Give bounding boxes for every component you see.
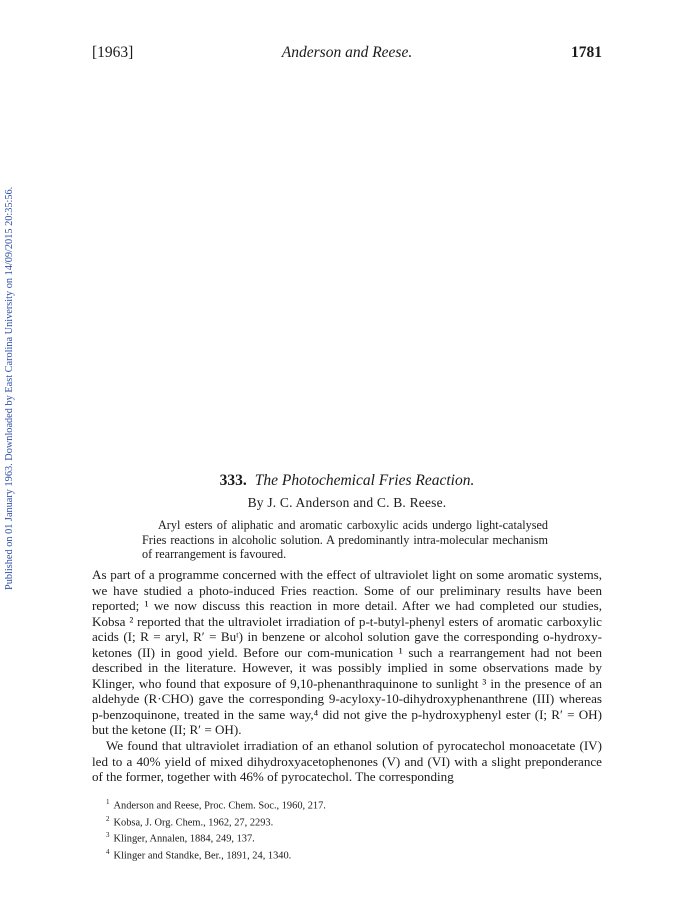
article-title-text: The Photochemical Fries Reaction. xyxy=(254,472,475,489)
footnote xyxy=(106,846,526,863)
download-watermark xyxy=(4,120,16,590)
header-authors: Anderson and Reese. xyxy=(281,44,413,61)
footnote xyxy=(106,796,526,813)
footnote-text: Anderson and Reese, Proc. Chem. Soc., 1960, 217. xyxy=(113,800,326,812)
footnote-mark: 2 xyxy=(106,814,110,823)
download-watermark-text: Published on 01 January 1963. Downloaded by East Carolina University on 14/09/2015 20:35:56. xyxy=(4,186,15,590)
footnote xyxy=(106,813,526,830)
body-paragraph-1: As part of a programme concerned with the effect of ultraviolet light on some aromatic systems, we have studied a photo-induced Fries reaction. Some of our preliminary results have been reported; ¹ we now discuss this reaction in more detail. After we had completed our studies, Kobsa ² reported that the ultraviolet irradiation of p-t-butyl-phenyl esters of aromatic carboxylic acids (I; R = aryl, R′ = Buᵗ) in benzene or alcohol solution gave the corresponding o-hydroxy-ketones (II) in good yield. Before our com-munication ¹ such a rearrangement had not been described in the literature. However, it was possibly implied in some observations made by Klinger, who found that exposure of 9,10-phenanthraquinone to sunlight ³ in the presence of an aldehyde (R·CHO) gave the corresponding 9-acyloxy-10-dihydroxyphenanthrene (III) whereas p-benzoquinone, treated in the same way,⁴ did not give the p-hydroxyphenyl ester (I; R′ = OH) but the ketone (II; R′ = OH). xyxy=(92,567,602,738)
footnotes xyxy=(106,796,526,863)
footnote-text: Klinger, Annalen, 1884, 249, 137. xyxy=(113,833,255,845)
footnote xyxy=(106,829,526,846)
page-number: 1781 xyxy=(571,44,602,61)
footnote-mark: 1 xyxy=(106,798,110,806)
article-number: 333. xyxy=(219,472,247,489)
footnote-mark: 4 xyxy=(106,848,110,857)
article-title xyxy=(92,472,602,490)
article-body xyxy=(92,567,602,785)
article-byline: By J. C. Anderson and C. B. Reese. xyxy=(247,495,447,510)
footnote-text: Kobsa, J. Org. Chem., 1962, 27, 2293. xyxy=(113,817,274,829)
header-year: [1963] xyxy=(92,44,134,61)
body-paragraph-2: We found that ultraviolet irradiation of an ethanol solution of pyrocatechol monoacetate (IV) led to a 40% yield of mixed dihydroxyacetophenones (V) and (VI) with a slight preponderance of the former, together with 46% of pyrocatechol. The corresponding xyxy=(92,738,602,785)
running-header xyxy=(92,44,602,64)
footnote-text: Klinger and Standke, Ber., 1891, 24, 1340. xyxy=(113,850,292,862)
footnote-mark: 3 xyxy=(106,831,110,840)
abstract: Aryl esters of aliphatic and aromatic carboxylic acids undergo light-catalysed Fries reactions in alcoholic solution. A predominantly intra-molecular mechanism of rearrangement is favoured. xyxy=(142,518,548,562)
